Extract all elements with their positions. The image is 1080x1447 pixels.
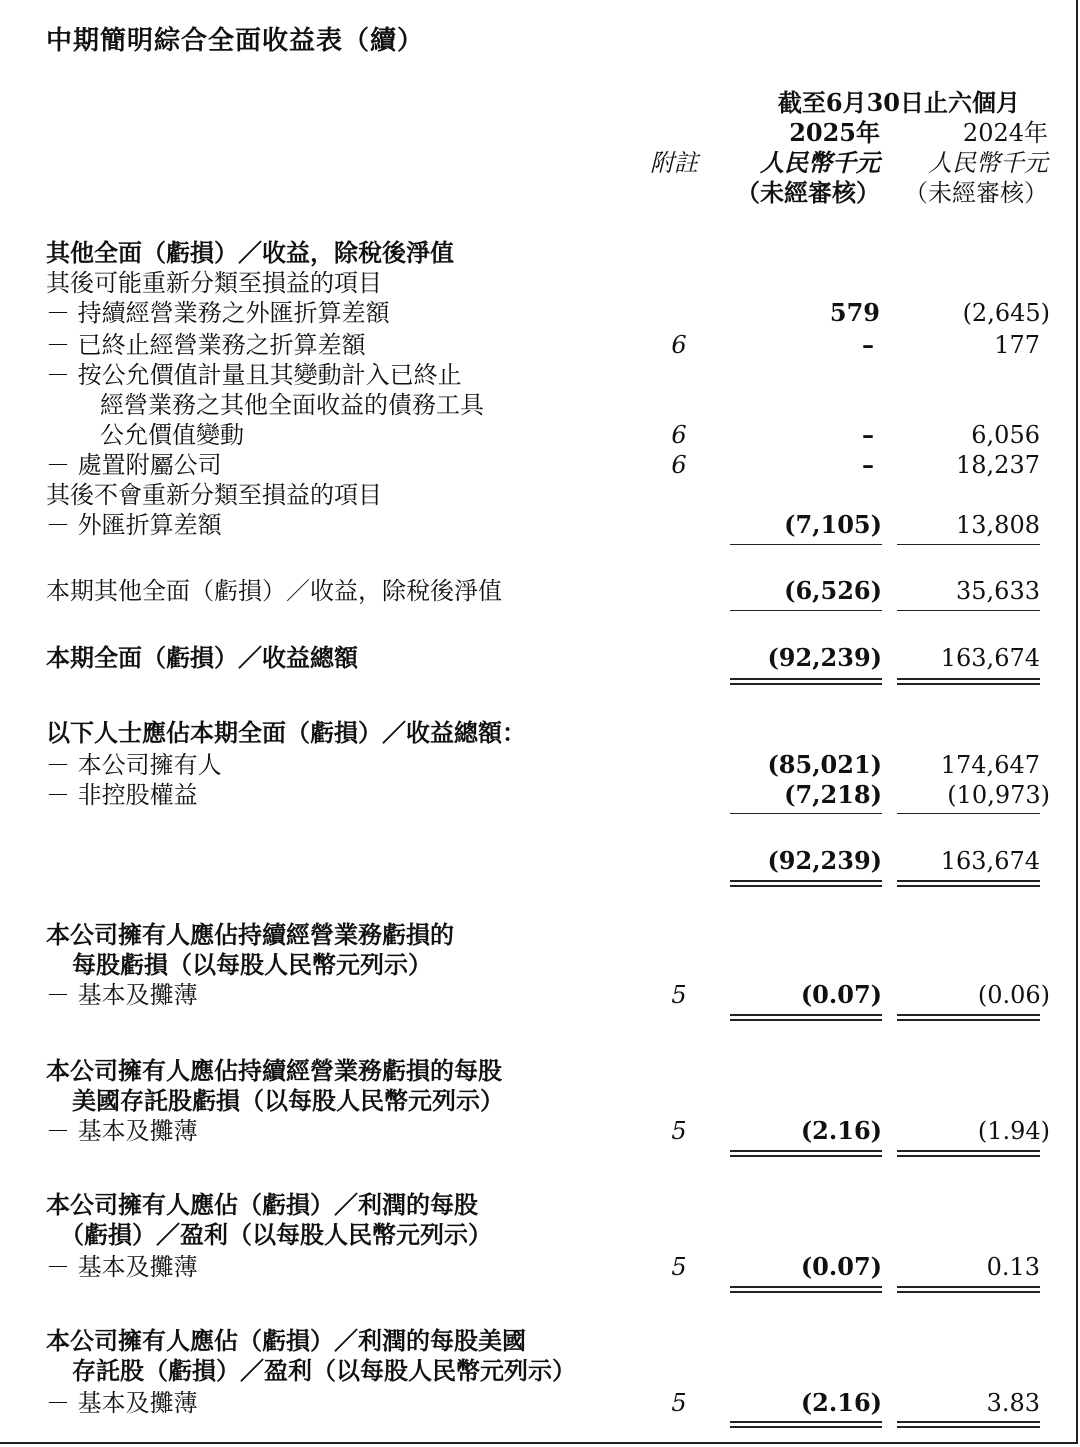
unit-2024-header: 人民幣千元 [928,149,1048,177]
row-disposal-2024: 18,237 [956,451,1040,479]
eps3-double-rule-bottom-2025 [730,1291,882,1293]
eps1-label: － 基本及攤薄 [46,981,198,1009]
subtotal-rule-2025 [730,544,882,545]
eps3-double-rule-bottom-2024 [897,1291,1040,1293]
oci-total-2024: 35,633 [956,577,1040,605]
row-fx-other-2025: (7,105) [784,510,882,539]
attrib-owners-2025: (85,021) [767,750,882,779]
tci-total-label: 本期全面（虧損）／收益總額 [46,644,358,672]
tci-double-rule-top-2025 [730,678,882,680]
row-fvoci-label-line3: 公允價值變動 [100,421,244,449]
attrib-owners-label: － 本公司擁有人 [46,751,222,779]
attrib-rule-2025 [730,813,882,814]
oci-total-rule-2025 [730,610,882,611]
audit-2025-header: （未經審核） [736,178,880,207]
subtotal-rule-2024 [897,544,1040,545]
eps1-double-rule-bottom-2024 [897,1019,1040,1021]
eps3-heading-line1: 本公司擁有人應佔（虧損）／利潤的每股 [46,1191,478,1219]
tci-total-2024: 163,674 [940,644,1040,672]
row-disposal-2025: – [862,450,874,479]
row-fvoci-note: 6 [671,421,687,449]
eps2-double-rule-top-2025 [730,1150,882,1152]
attrib-double-rule-bottom-2024 [897,885,1040,887]
attrib-double-rule-top-2024 [897,880,1040,882]
eps4-heading-line1: 本公司擁有人應佔（虧損）／利潤的每股美國 [46,1327,526,1355]
eps4-double-rule-bottom-2024 [897,1426,1040,1428]
attrib-double-rule-top-2025 [730,880,882,882]
eps4-double-rule-top-2024 [897,1421,1040,1423]
eps4-note: 5 [671,1389,687,1417]
attrib-total-2025: (92,239) [767,846,882,875]
attrib-nci-label: － 非控股權益 [46,781,198,809]
reclass-heading: 其後可能重新分類至損益的項目 [46,269,382,297]
period-header: 截至6月30日止六個月 [777,88,1020,117]
row-fx-other-label: － 外匯折算差額 [46,511,222,539]
eps2-2024: (1.94) [977,1117,1050,1145]
eps2-note: 5 [671,1117,687,1145]
row-fx-continuing-label: － 持續經營業務之外匯折算差額 [46,299,390,327]
eps1-double-rule-top-2024 [897,1014,1040,1016]
tci-double-rule-bottom-2024 [897,683,1040,685]
eps2-2025: (2.16) [800,1116,882,1145]
eps4-2025: (2.16) [800,1388,882,1417]
attrib-rule-2024 [897,813,1040,814]
eps4-double-rule-top-2025 [730,1421,882,1423]
eps3-2025: (0.07) [800,1252,882,1281]
tci-double-rule-bottom-2025 [730,683,882,685]
tci-double-rule-top-2024 [897,678,1040,680]
row-fvoci-label-line1: － 按公允價值計量且其變動計入已終止 [46,361,462,389]
eps2-heading-line1: 本公司擁有人應佔持續經營業務虧損的每股 [46,1057,502,1085]
row-disposal-note: 6 [671,451,687,479]
eps3-2024: 0.13 [986,1253,1040,1281]
row-fvoci-2025: – [862,420,874,449]
eps4-label: － 基本及攤薄 [46,1389,198,1417]
oci-total-label: 本期其他全面（虧損）／收益，除稅後淨值 [46,577,502,605]
attrib-double-rule-bottom-2025 [730,885,882,887]
tci-total-2025: (92,239) [767,643,882,672]
oci-total-2025: (6,526) [784,576,882,605]
eps4-heading-line2: 存託股（虧損）／盈利（以每股人民幣元列示） [72,1357,576,1385]
noreclass-heading: 其後不會重新分類至損益的項目 [46,481,382,509]
row-fx-discontinued-2025: – [862,330,874,359]
note-column-header: 附註 [650,149,698,177]
attrib-heading: 以下人士應佔本期全面（虧損）／收益總額： [46,719,526,747]
attrib-total-2024: 163,674 [940,847,1040,875]
eps3-label: － 基本及攤薄 [46,1253,198,1281]
eps3-heading-line2: （虧損）／盈利（以每股人民幣元列示） [60,1221,492,1249]
row-fx-discontinued-note: 6 [671,331,687,359]
eps1-double-rule-top-2025 [730,1014,882,1016]
year-2024-header: 2024年 [962,119,1048,147]
eps1-heading-line1: 本公司擁有人應佔持續經營業務虧損的 [46,921,454,949]
year-2025-header: 2025年 [789,118,880,147]
audit-2024-header: （未經審核） [904,179,1048,207]
eps1-2024: (0.06) [977,981,1050,1009]
eps3-note: 5 [671,1253,687,1281]
eps2-double-rule-bottom-2025 [730,1155,882,1157]
eps2-double-rule-top-2024 [897,1150,1040,1152]
eps4-double-rule-bottom-2025 [730,1426,882,1428]
oci-heading: 其他全面（虧損）／收益，除稅後淨值 [46,239,454,267]
eps3-double-rule-top-2024 [897,1286,1040,1288]
eps1-2025: (0.07) [800,980,882,1009]
eps1-note: 5 [671,981,687,1009]
row-fx-other-2024: 13,808 [956,511,1040,539]
eps2-label: － 基本及攤薄 [46,1117,198,1145]
attrib-nci-2025: (7,218) [784,780,882,809]
eps3-double-rule-top-2025 [730,1286,882,1288]
unit-2025-header: 人民幣千元 [760,148,880,177]
row-fx-continuing-2025: 579 [829,298,880,327]
row-disposal-label: － 處置附屬公司 [46,451,222,479]
attrib-nci-2024: (10,973) [947,781,1050,809]
attrib-owners-2024: 174,647 [940,751,1040,779]
eps2-double-rule-bottom-2024 [897,1155,1040,1157]
row-fvoci-2024: 6,056 [971,421,1040,449]
eps4-2024: 3.83 [986,1389,1040,1417]
row-fx-continuing-2024: (2,645) [962,299,1050,327]
row-fx-discontinued-label: － 已終止經營業務之折算差額 [46,331,366,359]
row-fvoci-label-line2: 經營業務之其他全面收益的債務工具 [100,391,484,419]
eps2-heading-line2: 美國存託股虧損（以每股人民幣元列示） [72,1087,504,1115]
page-title: 中期簡明綜合全面收益表（續） [46,26,425,56]
eps1-double-rule-bottom-2025 [730,1019,882,1021]
row-fx-discontinued-2024: 177 [994,331,1040,359]
eps1-heading-line2: 每股虧損（以每股人民幣元列示） [72,951,432,979]
oci-total-rule-2024 [897,610,1040,611]
